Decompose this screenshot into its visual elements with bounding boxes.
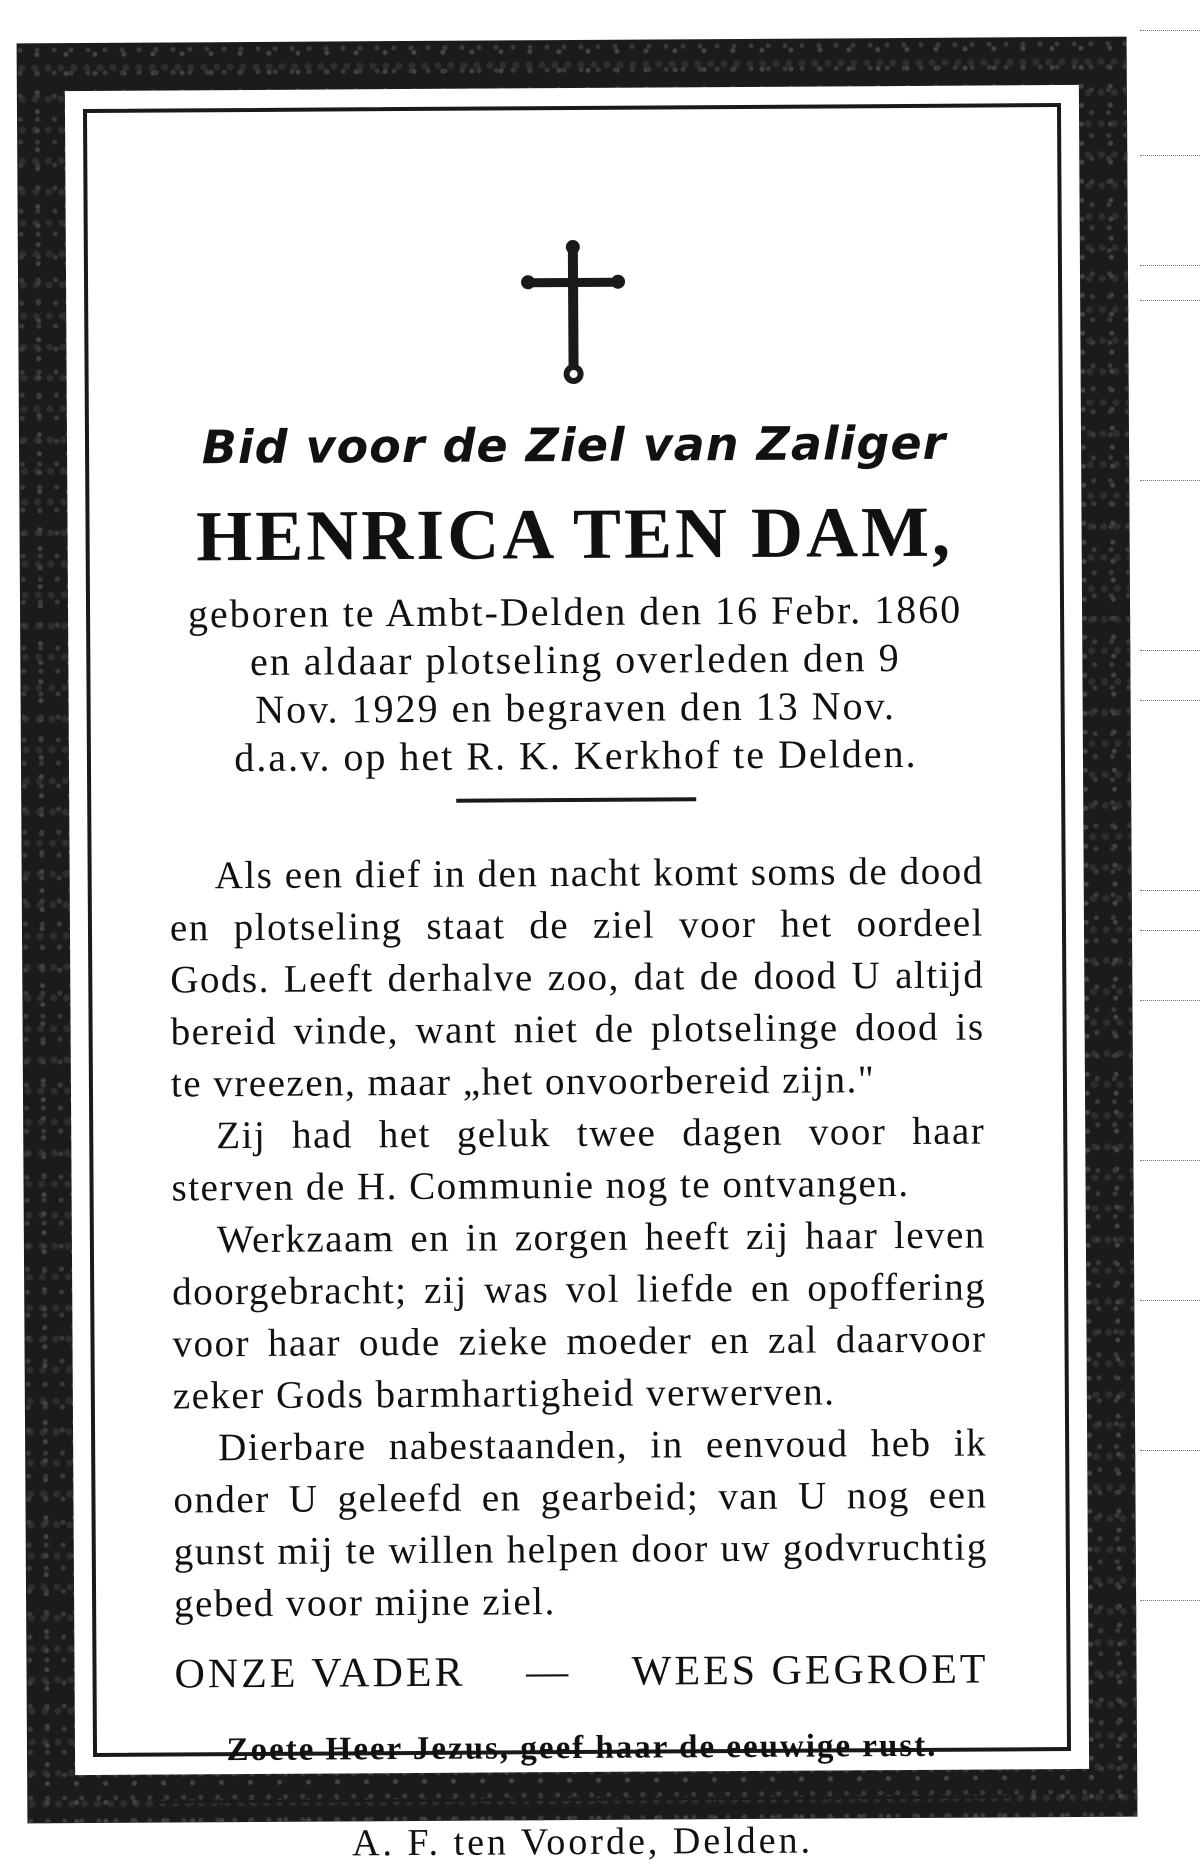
paragraph: Zij had het geluk twee dagen voor haar sterven de H. Communie nog te ontvangen. [171,1109,986,1210]
paragraph: Werkzaam en in zorgen heeft zij haar leven doorgebracht; zij was vol liefde en opoffering voor haar oude zieke moeder en zal daarvoor zeker Gods barmhartigheid verwerven. [172,1213,987,1418]
birth-line: Nov. 1929 en begraven den 13 Nov. [255,683,897,732]
paragraph: Dierbare nabestaanden, in eenvoud heb ik onder U geleefd en gearbeid; van U nog een gunst mij te willen helpen door uw godvruchtig gebed voor mijne ziel. [173,1421,988,1626]
memorial-text [170,846,989,1631]
prayer-our-father: ONZE VADER [174,1649,466,1698]
birth-line: geboren te Ambt-Delden den 16 Febr. 1860 [187,586,963,637]
scan-artifacts [1130,0,1200,1841]
divider [456,797,696,802]
birth-line: d.a.v. op het R. K. Kerkhof te Delden. [234,730,918,781]
birth-line: en aldaar plotseling overleden den 9 [249,635,901,684]
prayer-separator: — [525,1649,572,1696]
closing-prayer: Zoete Heer Jezus, geef haar de eeuwige rust. [226,1727,938,1769]
cross-icon [518,238,629,389]
prayer-hail-mary: WEES GEGROET [631,1646,989,1695]
card-paper [65,85,1089,1865]
invocation: Bid voor de Ziel van Zaliger [201,415,947,475]
birth-death-details [128,585,1023,782]
prayers-line [174,1646,988,1699]
deceased-name: HENRICA TEN DAM, [195,491,954,577]
paragraph: Als een dief in den nacht komt soms de dood en plotseling staat de ziel voor het oordeel Gods. Leeft derhalve zoo, dat de dood U altijd bereid vinde, want niet de plotselinge dood is te vreezen, maar „het onvoorbereid zijn." [169,849,985,1106]
printer-credit: A. F. ten Voorde, Delden. [351,1819,814,1865]
bottom-double-rule [155,1795,1009,1818]
card-content [125,145,1029,1865]
mourning-card [17,37,1138,1865]
